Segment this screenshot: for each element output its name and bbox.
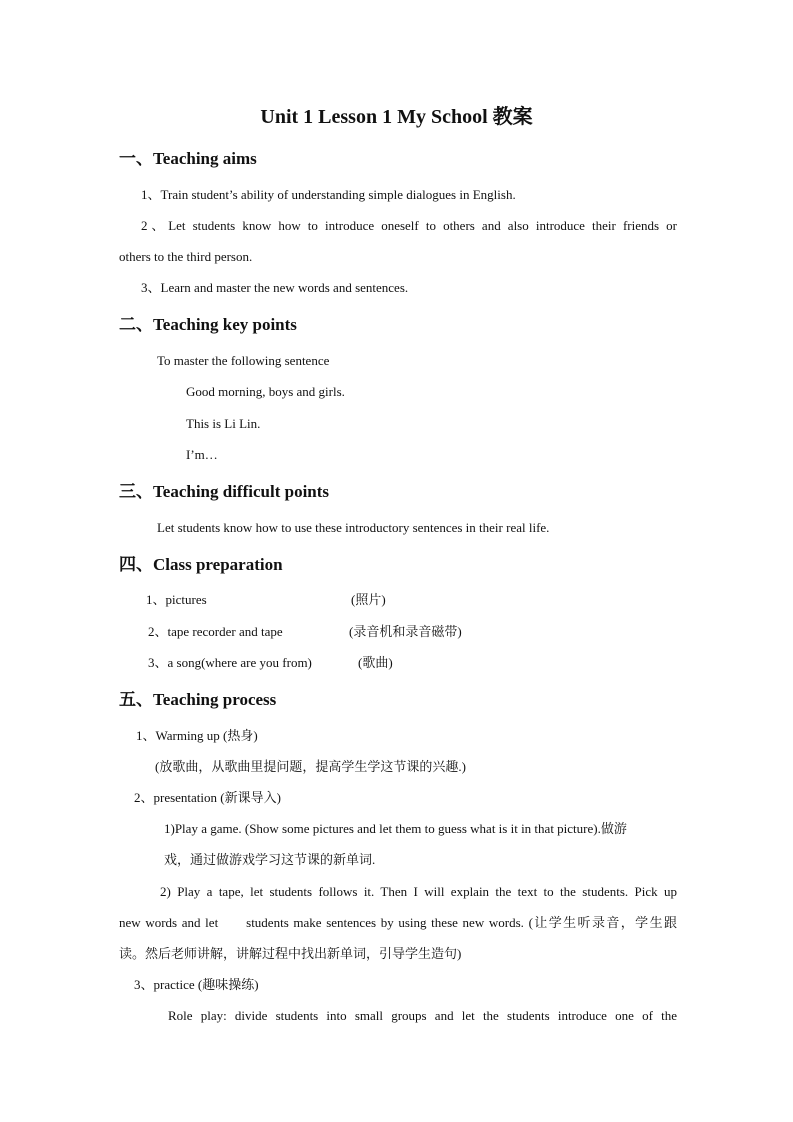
prep-item-3-zh: (歌曲): [358, 655, 393, 670]
presentation-step-2-line-1: 2) Play a tape, let students follows it. Then I will explain the text to the students. Pick up: [160, 884, 677, 899]
process-warming-up: 1、Warming up (热身): [136, 728, 258, 743]
prep-item-1: 1、pictures: [146, 592, 207, 607]
aims-item-3: 3、Learn and master the new words and sentences.: [141, 280, 409, 295]
process-presentation: 2、presentation (新课导入): [134, 790, 281, 805]
process-practice: 3、practice (趣味操练): [134, 977, 259, 992]
aims-item-2-line-2: others to the third person.: [119, 249, 253, 264]
prep-item-1-zh: (照片): [351, 592, 386, 607]
heading-key-points: 二、Teaching key points: [119, 315, 297, 334]
key-points-intro: To master the following sentence: [157, 353, 330, 368]
aims-item-1: 1、Train student’s ability of understanding simple dialogues in English.: [141, 187, 516, 202]
heading-class-preparation: 四、Class preparation: [119, 555, 283, 574]
practice-role-play: Role play: divide students into small groups and let the students introduce one of the: [168, 1008, 677, 1023]
process-warming-up-note: (放歌曲，从歌曲里提问题，提高学生学这节课的兴趣.): [155, 759, 466, 774]
heading-teaching-aims: 一、Teaching aims: [119, 149, 257, 168]
heading-difficult-points: 三、Teaching difficult points: [119, 482, 330, 501]
presentation-step-1-line-1: 1)Play a game. (Show some pictures and let them to guess what is it in that picture).做游: [164, 821, 627, 836]
presentation-step-2-line-2: new words and let students make sentences by using these new words. (让学生听录音，学生跟: [119, 915, 677, 930]
key-sentence-2: This is Li Lin.: [186, 416, 261, 431]
difficult-points-text: Let students know how to use these introductory sentences in their real life.: [157, 520, 550, 535]
prep-item-3: 3、a song(where are you from): [148, 655, 312, 670]
heading-teaching-process: 五、Teaching process: [119, 690, 277, 709]
presentation-step-2-line-3: 读。然后老师讲解，讲解过程中找出新单词，引导学生造句): [119, 946, 462, 961]
prep-item-2-zh: (录音机和录音磁带): [349, 624, 462, 639]
aims-item-2-line-1: 2、Let students know how to introduce oneself to others and also introduce their friends or: [141, 218, 677, 233]
prep-item-2: 2、tape recorder and tape: [148, 624, 283, 639]
document-title: Unit 1 Lesson 1 My School 教案: [260, 106, 533, 128]
presentation-step-1-line-2: 戏，通过做游戏学习这节课的新单词.: [164, 852, 376, 867]
key-sentence-3: I’m…: [186, 447, 218, 462]
key-sentence-1: Good morning, boys and girls.: [186, 384, 345, 399]
